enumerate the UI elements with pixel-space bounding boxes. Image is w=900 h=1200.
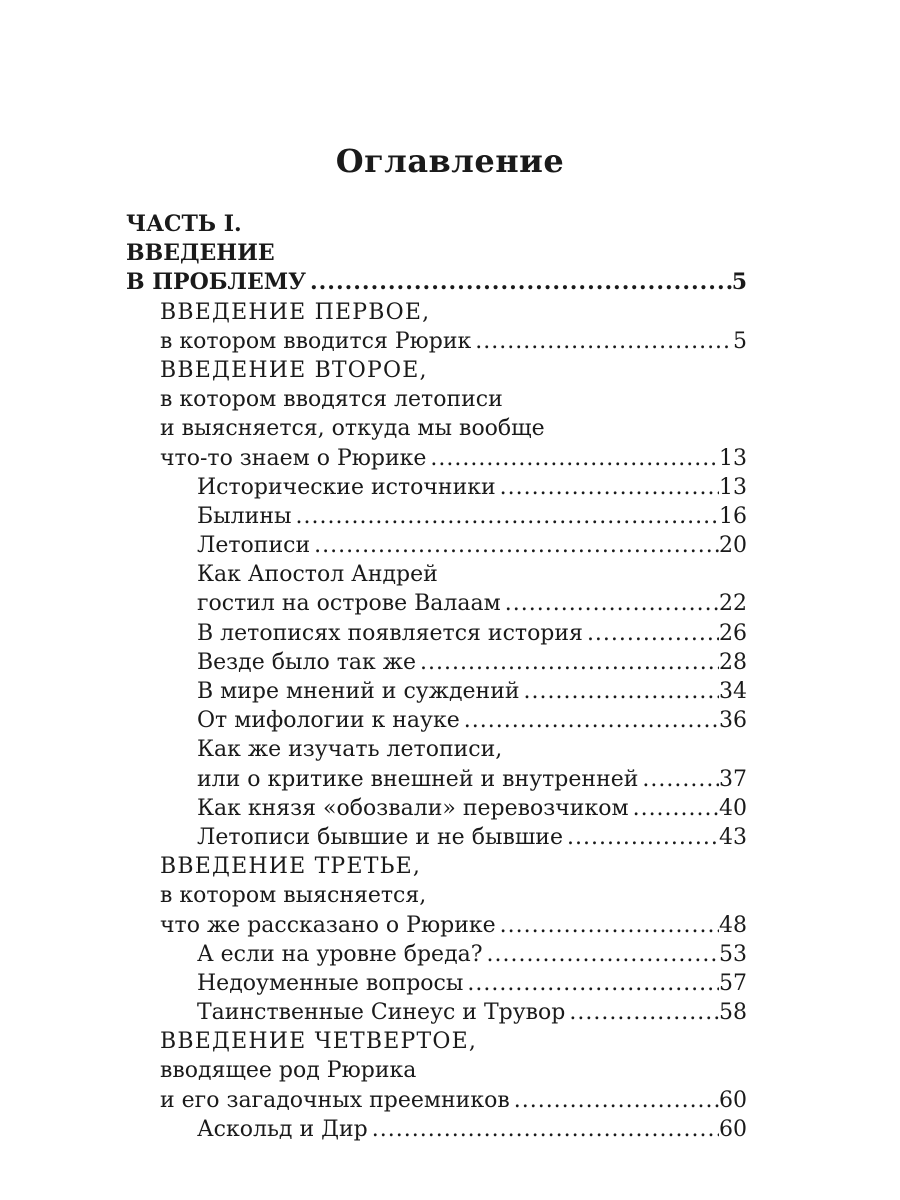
toc-entry-title: В ПРОБЛЕМУ <box>126 269 306 296</box>
toc-entry <box>0 560 900 589</box>
dot-leader <box>420 648 719 677</box>
toc-entry <box>0 852 900 881</box>
dot-leader <box>567 823 719 852</box>
toc-entry-title: и его загадочных преемников <box>160 1087 510 1113</box>
toc-page-number: 5 <box>733 328 747 354</box>
toc-page-number: 20 <box>719 533 747 559</box>
toc-entry-title: Недоуменные вопросы <box>197 970 464 996</box>
dot-leader <box>467 969 719 998</box>
dot-leader <box>514 1086 719 1115</box>
toc-entry <box>0 298 900 327</box>
dot-leader <box>500 911 719 940</box>
toc-entry <box>0 911 900 940</box>
dot-leader <box>505 589 719 618</box>
toc-entry-title: вводящее род Рюрика <box>160 1058 417 1084</box>
dot-leader <box>314 531 719 560</box>
toc-entry-title: гостил на острове Валаам <box>197 591 501 617</box>
dot-leader <box>464 706 719 735</box>
toc-entry-title: ВВЕДЕНИЕ ЧЕТВЕРТОЕ, <box>160 1029 478 1055</box>
toc-entry-title: В мире мнений и суждений <box>197 679 520 704</box>
toc-entry <box>0 531 900 560</box>
toc-entry-title: Везде было так же <box>197 649 417 675</box>
table-of-contents <box>0 210 900 1144</box>
dot-leader <box>475 327 733 356</box>
toc-entry <box>0 677 900 706</box>
toc-entry <box>0 327 900 356</box>
toc-entry <box>0 268 900 297</box>
toc-entry-title: Летописи <box>197 533 311 559</box>
toc-page-number: 13 <box>719 445 747 471</box>
toc-entry <box>0 589 900 618</box>
toc-entry-title: в котором вводится Рюрик <box>160 328 472 354</box>
dot-leader <box>633 794 719 823</box>
toc-entry-title: Исторические источники <box>197 474 496 500</box>
dot-leader <box>587 619 719 648</box>
toc-entry <box>0 385 900 414</box>
toc-entry <box>0 998 900 1027</box>
toc-entry-title: В летописях появляется история <box>197 620 583 646</box>
toc-entry <box>0 210 900 239</box>
toc-page-number: 13 <box>719 474 747 500</box>
toc-entry <box>0 356 900 385</box>
dot-leader <box>310 268 732 297</box>
toc-entry-title: или о критике внешней и внутренней <box>197 766 639 792</box>
toc-entry-title: Как князя «обозвали» перевозчиком <box>197 795 629 821</box>
toc-entry-title: что-то знаем о Рюрике <box>160 445 427 471</box>
toc-page-number: 37 <box>719 766 747 792</box>
toc-entry <box>0 765 900 794</box>
toc-entry <box>0 940 900 969</box>
toc-entry-title: в котором выясняется, <box>160 883 427 909</box>
toc-entry-title: ЧАСТЬ I. <box>126 211 242 237</box>
toc-entry-title: Летописи бывшие и не бывшие <box>197 824 563 850</box>
toc-page-number: 58 <box>719 1000 747 1026</box>
toc-page-number: 40 <box>719 795 747 821</box>
toc-page-number: 26 <box>719 620 747 646</box>
toc-page-number: 16 <box>719 503 747 529</box>
dot-leader <box>524 677 719 706</box>
toc-page-number: 43 <box>719 824 747 850</box>
toc-page-number: 28 <box>719 649 747 675</box>
toc-page-number: 48 <box>719 912 747 938</box>
dot-leader <box>642 765 719 794</box>
toc-entry-title: Былины <box>197 503 292 529</box>
toc-entry-title: ВВЕДЕНИЕ ВТОРОЕ, <box>160 357 428 383</box>
toc-entry <box>0 881 900 910</box>
toc-entry <box>0 444 900 473</box>
toc-entry <box>0 1115 900 1144</box>
toc-entry-title: А если на уровне бреда? <box>197 941 483 967</box>
toc-page-number: 57 <box>719 970 747 996</box>
toc-entry <box>0 794 900 823</box>
toc-page-number: 5 <box>731 269 747 296</box>
toc-entry-title: От мифологии к науке <box>197 708 460 734</box>
toc-entry <box>0 619 900 648</box>
toc-page-number: 34 <box>719 679 747 704</box>
toc-page-number: 53 <box>719 941 747 967</box>
toc-entry-title: Как Апостол Андрей <box>197 562 438 588</box>
dot-leader <box>500 473 719 502</box>
toc-entry-title: ВВЕДЕНИЕ ПЕРВОЕ, <box>160 299 431 325</box>
toc-entry-title: Таинственные Синеус и Трувор <box>197 1000 566 1026</box>
dot-leader <box>430 444 719 473</box>
toc-entry-title: ВВЕДЕНИЕ ТРЕТЬЕ, <box>160 854 422 880</box>
toc-entry <box>0 969 900 998</box>
toc-entry <box>0 414 900 443</box>
toc-entry-title: ВВЕДЕНИЕ <box>126 240 275 267</box>
toc-page-number: 60 <box>719 1087 747 1113</box>
toc-entry <box>0 735 900 764</box>
toc-entry <box>0 1027 900 1056</box>
dot-leader <box>296 502 720 531</box>
dot-leader <box>569 998 719 1027</box>
toc-entry <box>0 239 900 268</box>
toc-entry <box>0 1056 900 1085</box>
toc-entry <box>0 1086 900 1115</box>
toc-entry <box>0 706 900 735</box>
toc-entry <box>0 823 900 852</box>
toc-page-number: 22 <box>719 591 747 617</box>
toc-entry-title: что же рассказано о Рюрике <box>160 912 496 938</box>
dot-leader <box>372 1115 719 1144</box>
toc-entry-title: и выясняется, откуда мы вообще <box>160 416 545 442</box>
toc-entry-title: в котором вводятся летописи <box>160 387 503 413</box>
toc-entry <box>0 648 900 677</box>
toc-entry-title: Аскольд и Дир <box>197 1116 368 1142</box>
toc-page-number: 60 <box>719 1116 747 1142</box>
toc-entry-title: Как же изучать летописи, <box>197 737 503 763</box>
page-title: Оглавление <box>335 142 565 180</box>
toc-entry <box>0 502 900 531</box>
dot-leader <box>487 940 719 969</box>
toc-page-number: 36 <box>719 708 747 734</box>
toc-entry <box>0 473 900 502</box>
